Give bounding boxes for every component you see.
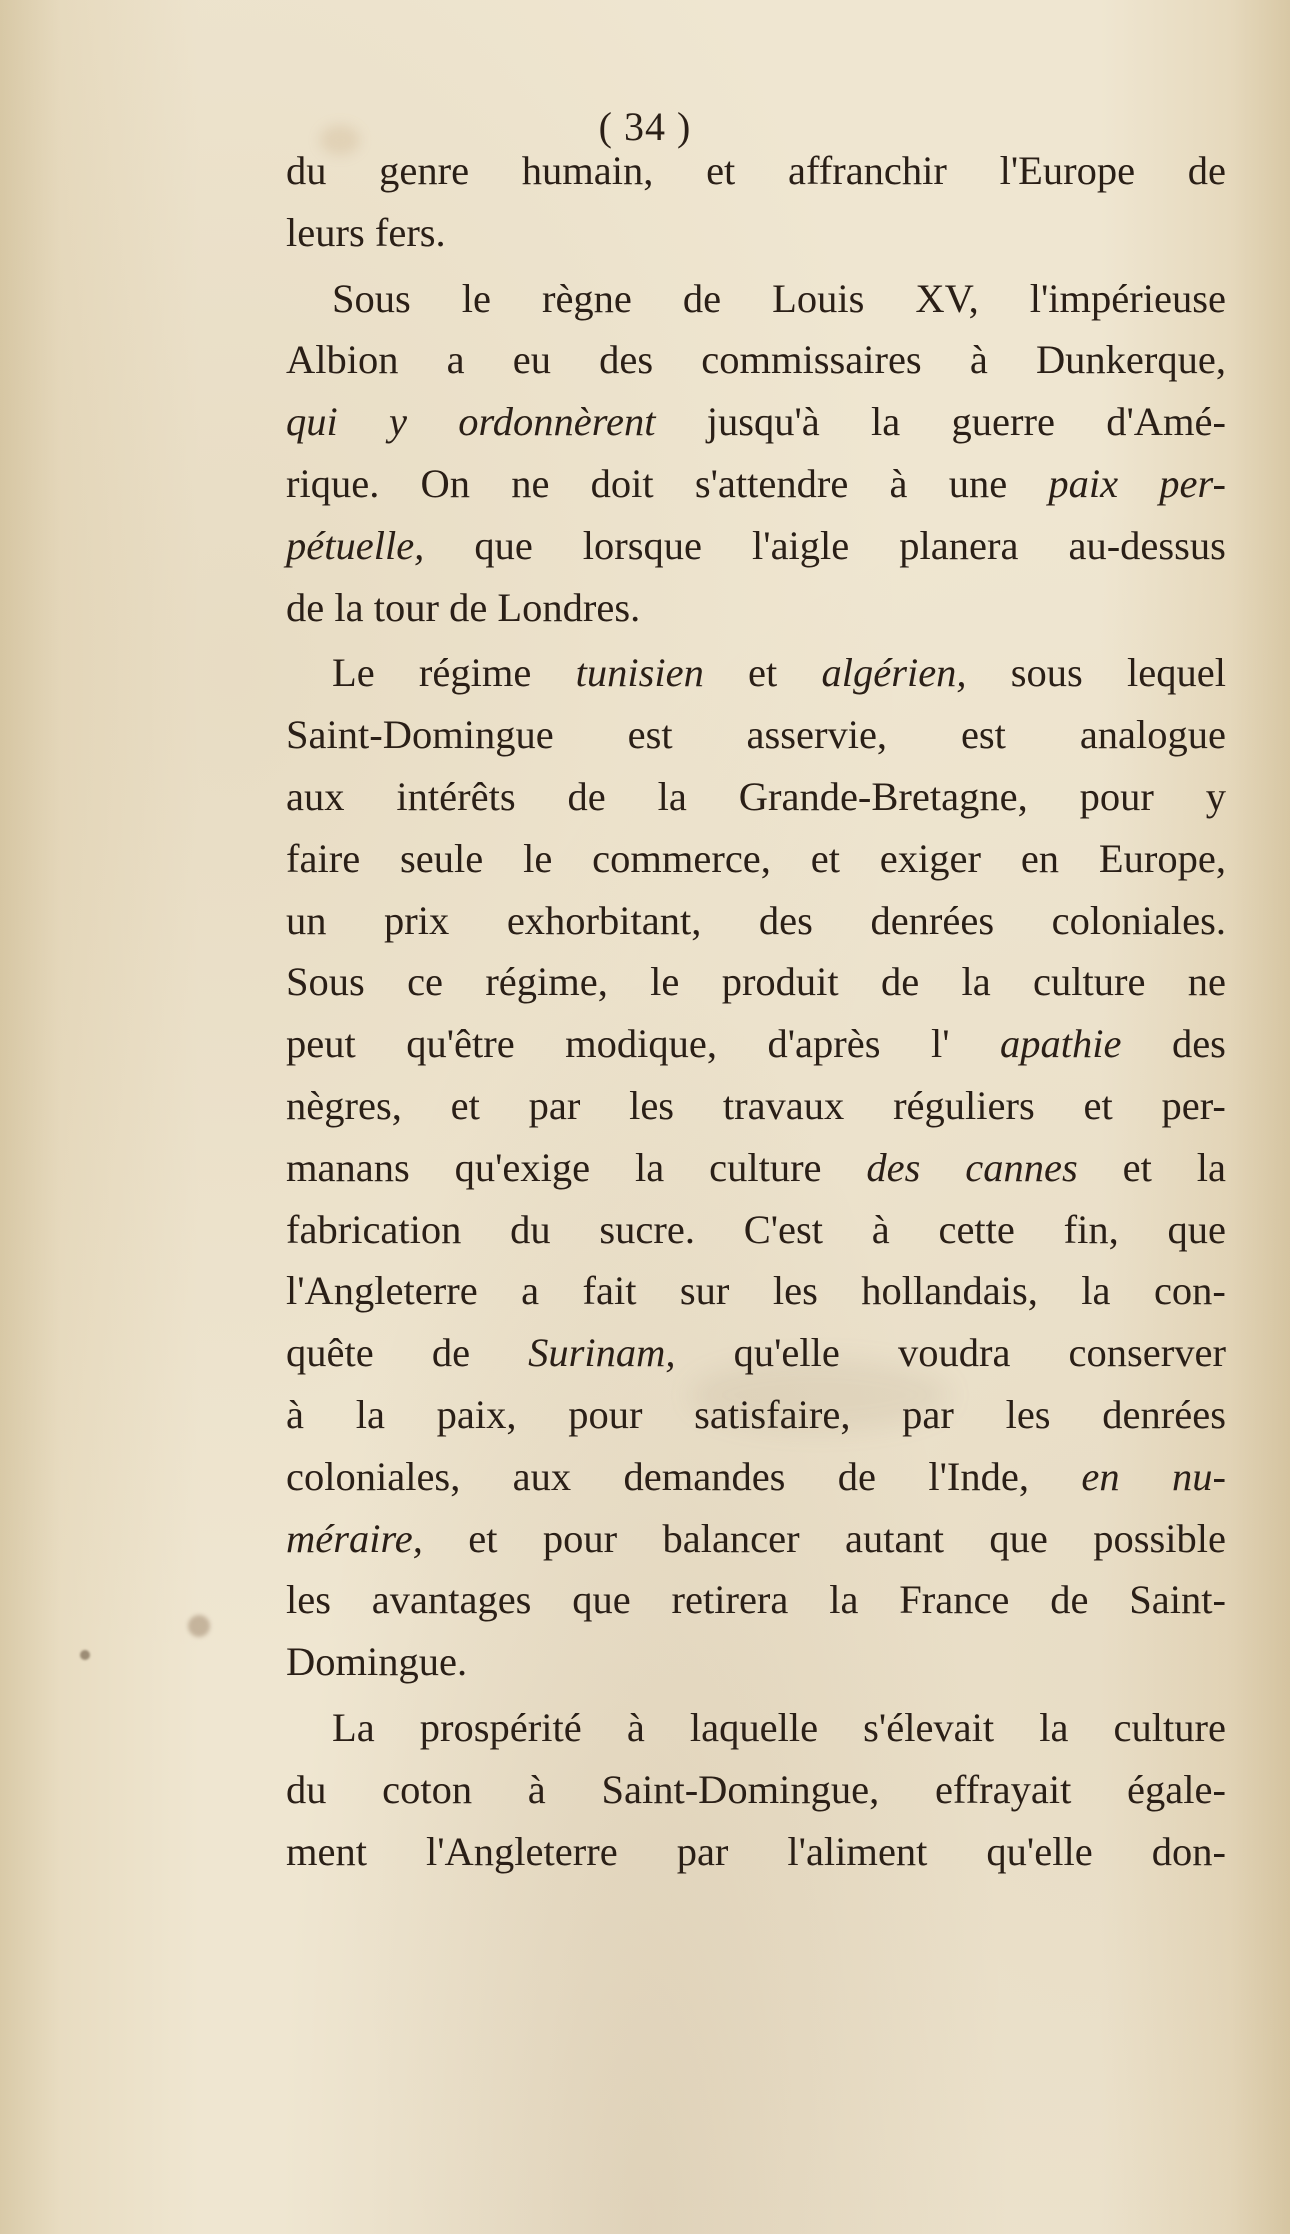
word: de xyxy=(682,275,722,321)
word: hollandais, xyxy=(861,1268,1038,1314)
text-segment: leurs fers. xyxy=(286,209,446,255)
word: que xyxy=(572,1577,631,1623)
word: pour xyxy=(1079,773,1154,819)
word: à xyxy=(969,337,988,383)
word: XV, xyxy=(915,275,979,321)
word: et xyxy=(706,148,736,193)
word: l'Angleterre xyxy=(425,1828,618,1874)
word: coloniales. xyxy=(1051,897,1226,943)
word: retirera xyxy=(671,1577,789,1623)
word: en xyxy=(1020,835,1060,881)
word: à xyxy=(871,1206,890,1252)
word: guerre xyxy=(951,399,1055,445)
word: régime xyxy=(418,650,532,696)
text-line xyxy=(286,391,1226,453)
text-line xyxy=(286,329,1226,391)
word: Albion xyxy=(286,337,399,383)
word: règne xyxy=(541,275,632,321)
word: ment xyxy=(286,1828,367,1874)
text-line xyxy=(286,1137,1226,1199)
word: et xyxy=(1083,1082,1113,1128)
word: l'aliment xyxy=(787,1828,928,1874)
word: fin, xyxy=(1063,1206,1119,1252)
word: ce xyxy=(407,959,444,1005)
word: Sous xyxy=(286,959,365,1005)
word: eu xyxy=(512,337,551,383)
italic-word: paix xyxy=(1048,460,1119,506)
word: les xyxy=(286,1577,331,1623)
word: nègres, xyxy=(286,1082,402,1128)
word: a xyxy=(446,337,465,383)
paper-stain xyxy=(188,1615,210,1637)
italic-word: cannes xyxy=(965,1144,1078,1190)
italic-word: en xyxy=(1081,1453,1120,1499)
word: aux xyxy=(286,773,345,819)
word: affranchir xyxy=(787,148,947,193)
word: le xyxy=(523,835,553,881)
word: au-dessus xyxy=(1068,522,1226,568)
word: la xyxy=(1081,1268,1111,1314)
word: lorsque xyxy=(582,522,703,568)
word: d'après xyxy=(767,1021,881,1067)
word: les xyxy=(772,1268,818,1314)
word: qu'elle xyxy=(986,1828,1093,1874)
text-line xyxy=(286,642,1226,704)
word: exiger xyxy=(879,835,981,881)
text-line xyxy=(286,577,1226,639)
word: Saint- xyxy=(1129,1577,1226,1623)
word: la xyxy=(961,959,991,1005)
word: la xyxy=(1196,1144,1226,1190)
word: l'Angleterre xyxy=(286,1268,478,1314)
word: denrées xyxy=(1102,1391,1226,1437)
word: de xyxy=(880,959,920,1005)
word: sucre. xyxy=(599,1206,695,1252)
word: Dunkerque, xyxy=(1035,337,1226,383)
paragraph xyxy=(286,140,1226,264)
word: coloniales, xyxy=(286,1453,461,1499)
word: voudra xyxy=(897,1330,1011,1376)
word: les xyxy=(629,1082,675,1128)
word: est xyxy=(960,712,1006,758)
word: satisfaire, xyxy=(694,1391,851,1437)
text-line xyxy=(286,1199,1226,1261)
italic-word: qui xyxy=(286,399,338,445)
word: l'aigle xyxy=(752,522,850,568)
word: une xyxy=(948,460,1008,506)
page-number-header: ( 34 ) xyxy=(598,104,692,149)
word: Le xyxy=(332,650,375,696)
word: à xyxy=(286,1391,304,1437)
word: et xyxy=(450,1082,480,1128)
text-segment: de la tour de Londres. xyxy=(286,584,641,630)
paragraph xyxy=(286,1697,1226,1882)
word: Europe, xyxy=(1098,835,1226,881)
text-line xyxy=(286,1446,1226,1508)
word: aux xyxy=(512,1453,572,1499)
word: lequel xyxy=(1127,650,1226,696)
word: régime, xyxy=(485,959,608,1005)
word: cette xyxy=(938,1206,1015,1252)
word: modique, xyxy=(565,1021,718,1067)
text-line xyxy=(286,1759,1226,1821)
word: de xyxy=(1050,1577,1089,1623)
word: culture xyxy=(709,1144,822,1190)
word: s'attendre xyxy=(694,460,849,506)
word: à xyxy=(626,1704,645,1750)
italic-word: algérien, xyxy=(821,650,967,696)
word: effrayait xyxy=(934,1766,1072,1812)
word: C'est xyxy=(743,1206,824,1252)
word: La xyxy=(332,1704,375,1750)
word: de xyxy=(567,773,606,819)
word: fabrication xyxy=(286,1206,462,1252)
text-line xyxy=(286,202,1226,264)
word: des xyxy=(599,337,654,383)
word: sur xyxy=(679,1268,730,1314)
word: travaux xyxy=(722,1082,845,1128)
word: qu'être xyxy=(406,1021,515,1067)
word: du xyxy=(510,1206,551,1252)
word: sous xyxy=(1010,650,1083,696)
word: France xyxy=(899,1577,1010,1623)
word: humain, xyxy=(521,148,654,193)
text-line xyxy=(286,1821,1226,1883)
word: un xyxy=(286,897,327,943)
word: balancer xyxy=(662,1515,800,1561)
word: est xyxy=(627,712,673,758)
word: l' xyxy=(930,1021,950,1067)
text-line xyxy=(286,1384,1226,1446)
word: de xyxy=(1187,148,1226,193)
italic-word: tunisien xyxy=(575,650,704,696)
word: analogue xyxy=(1079,712,1226,758)
word: planera xyxy=(899,522,1019,568)
italic-word: des xyxy=(866,1144,921,1190)
word: y xyxy=(1205,773,1226,819)
paragraph xyxy=(286,642,1226,1693)
word: laquelle xyxy=(689,1704,819,1750)
text-line xyxy=(286,1508,1226,1570)
word: prospérité xyxy=(419,1704,582,1750)
word: et xyxy=(748,650,778,696)
word: la xyxy=(871,399,901,445)
word: per- xyxy=(1161,1082,1226,1128)
word: peut xyxy=(286,1021,356,1067)
italic-word: y xyxy=(389,399,407,445)
word: par xyxy=(676,1828,729,1874)
word: possible xyxy=(1093,1515,1226,1561)
word: pour xyxy=(542,1515,618,1561)
word: a xyxy=(521,1268,540,1314)
word: égale- xyxy=(1127,1766,1226,1812)
text-line xyxy=(286,766,1226,828)
word: qu'exige xyxy=(454,1144,591,1190)
word: commerce, xyxy=(592,835,771,881)
word: exhorbitant, xyxy=(506,897,702,943)
italic-word: nu- xyxy=(1171,1453,1226,1499)
word: don- xyxy=(1151,1828,1226,1874)
paragraph xyxy=(286,268,1226,639)
word: quête xyxy=(286,1330,374,1376)
text-line xyxy=(286,951,1226,1013)
word: à xyxy=(527,1766,546,1812)
word: Louis xyxy=(772,275,865,321)
word: de xyxy=(431,1330,471,1376)
word: con- xyxy=(1153,1268,1226,1314)
text-line xyxy=(286,828,1226,890)
word: Saint-Domingue, xyxy=(601,1766,880,1812)
body-text xyxy=(286,140,1226,1882)
italic-word: pétuelle, xyxy=(286,522,425,568)
word: denrées xyxy=(870,897,995,943)
word: demandes xyxy=(623,1453,786,1499)
word: du xyxy=(286,1766,327,1812)
word: les xyxy=(1005,1391,1051,1437)
word: des xyxy=(758,897,813,943)
word: de xyxy=(837,1453,877,1499)
word: rique. xyxy=(286,460,380,506)
word: produit xyxy=(721,959,839,1005)
text-line xyxy=(286,515,1226,577)
word: l'impérieuse xyxy=(1029,275,1226,321)
text-line xyxy=(286,1322,1226,1384)
word: réguliers xyxy=(893,1082,1035,1128)
word: que xyxy=(474,522,533,568)
word: la xyxy=(657,773,687,819)
word: prix xyxy=(384,897,450,943)
word: le xyxy=(461,275,491,321)
word: la xyxy=(1039,1704,1069,1750)
word: fait xyxy=(582,1268,637,1314)
word: s'élevait xyxy=(863,1704,995,1750)
text-line xyxy=(286,1569,1226,1631)
word: la xyxy=(355,1391,385,1437)
word: coton xyxy=(382,1766,473,1812)
word: par xyxy=(528,1082,581,1128)
text-line xyxy=(286,1013,1226,1075)
word: ne xyxy=(1187,959,1226,1005)
word: Saint-Domingue xyxy=(286,712,554,758)
italic-word: Surinam, xyxy=(528,1330,676,1376)
word: des xyxy=(1171,1021,1226,1067)
word: pour xyxy=(568,1391,643,1437)
word: et xyxy=(810,835,840,881)
word: conserver xyxy=(1068,1330,1226,1376)
word: culture xyxy=(1113,1704,1226,1750)
word: Sous xyxy=(332,275,411,321)
word: jusqu'à xyxy=(706,399,820,445)
text-line xyxy=(286,1260,1226,1322)
text-line xyxy=(286,890,1226,952)
word: doit xyxy=(590,460,654,506)
word: genre xyxy=(379,148,470,193)
word: ne xyxy=(511,460,550,506)
word: et xyxy=(468,1515,498,1561)
word: et xyxy=(1122,1144,1152,1190)
word: la xyxy=(634,1144,665,1190)
word: l'Europe xyxy=(999,148,1136,193)
text-line xyxy=(286,453,1226,515)
text-line xyxy=(286,140,1226,202)
word: par xyxy=(902,1391,954,1437)
text-line xyxy=(286,1697,1226,1759)
italic-word: per- xyxy=(1159,460,1226,506)
word: manans xyxy=(286,1144,410,1190)
word: à xyxy=(889,460,908,506)
word: faire xyxy=(286,835,361,881)
italic-word: méraire, xyxy=(286,1515,423,1561)
word: le xyxy=(650,959,680,1005)
text-line xyxy=(286,704,1226,766)
paper-stain xyxy=(80,1650,90,1660)
word: commissaires xyxy=(701,337,922,383)
word: asservie, xyxy=(746,712,888,758)
word: On xyxy=(420,460,471,506)
word: l'Inde, xyxy=(928,1453,1030,1499)
word: intérêts xyxy=(396,773,516,819)
word: que xyxy=(1167,1206,1226,1252)
word: culture xyxy=(1033,959,1146,1005)
word: qu'elle xyxy=(733,1330,840,1376)
word: paix, xyxy=(436,1391,517,1437)
word: que xyxy=(989,1515,1048,1561)
word: d'Amé- xyxy=(1106,399,1226,445)
text-line xyxy=(286,1631,1226,1693)
word: Grande-Bretagne, xyxy=(738,773,1028,819)
text-segment: Domingue. xyxy=(286,1639,468,1685)
italic-word: apathie xyxy=(1000,1021,1122,1067)
italic-word: ordonnèrent xyxy=(458,399,656,445)
word: autant xyxy=(845,1515,944,1561)
text-line xyxy=(286,268,1226,330)
word: seule xyxy=(400,835,484,881)
word: la xyxy=(829,1577,859,1623)
text-line xyxy=(286,1075,1226,1137)
word: avantages xyxy=(371,1577,532,1623)
word: du xyxy=(286,148,327,193)
